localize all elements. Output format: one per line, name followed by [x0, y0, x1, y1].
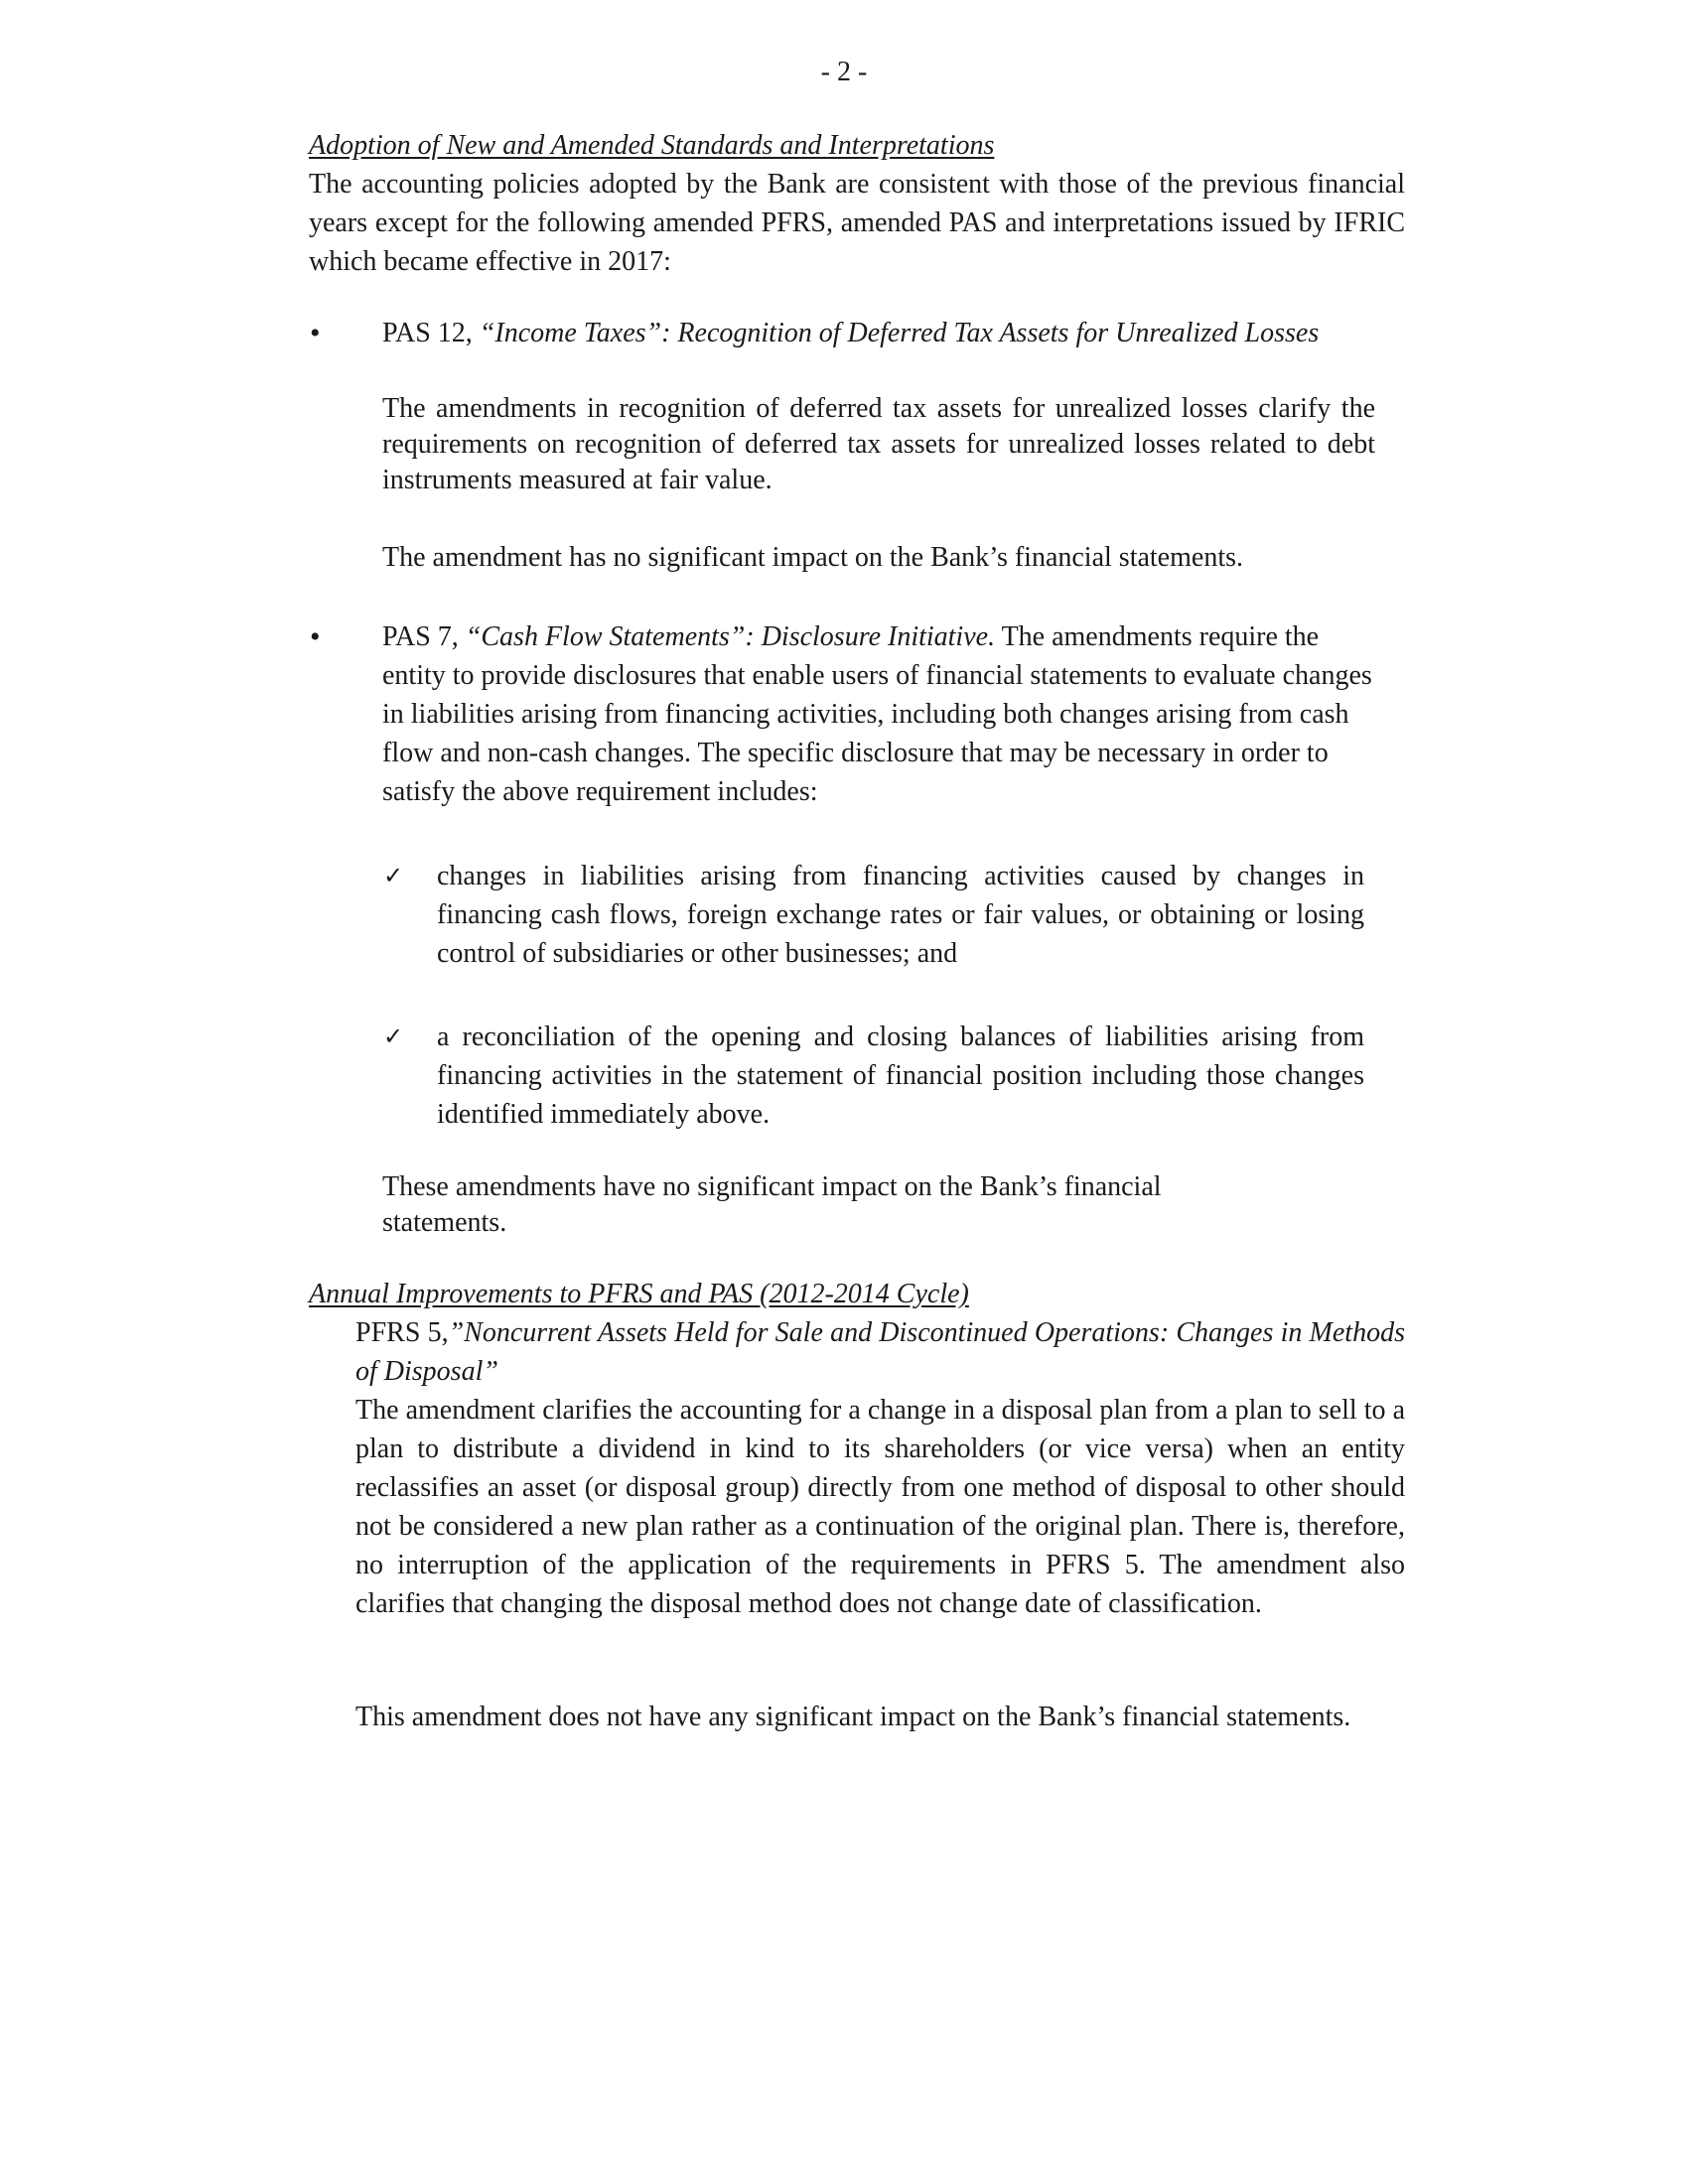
item-pas7-body: The amendments require the entity to provide disclosures that enable users of financial statements to evaluate changes in liabilities arising from financing activities, including both changes arising from cash flow and non-cash changes. The specific disclosure that may be necessary in order to satisfy the above requirement includes: [382, 621, 1372, 807]
bullet-icon: • [310, 317, 321, 349]
checkmark-icon: ✓ [383, 862, 404, 889]
item-pas12-title [382, 314, 1386, 352]
page-number: - 2 - [820, 57, 868, 87]
item-pas7-paragraph [382, 617, 1387, 811]
item-pas7-impact: These amendments have no significant impact on the Bank’s financial statements. [382, 1171, 1162, 1238]
section-heading-annual-improvements: Annual Improvements to PFRS and PAS (2012-2014 Cycle) [309, 1279, 969, 1309]
bullet-icon: • [310, 620, 321, 653]
item-pas12-impact: The amendment has no significant impact on the Bank’s financial statements. [382, 542, 1243, 573]
item-pas7-code: PAS 7, [382, 621, 466, 652]
pfrs5-title-text: ”Noncurrent Assets Held for Sale and Discontinued Operations: Changes in Methods of Disposal” [355, 1317, 1405, 1387]
item-pas7-sub1: changes in liabilities arising from financing activities caused by changes in financing cash flows, foreign exchange rates or fair values, or obtaining or losing control of subsidiaries or other businesses; and [437, 861, 1364, 969]
checkmark-icon: ✓ [383, 1023, 404, 1050]
pfrs5-impact: This amendment does not have any significant impact on the Bank’s financial statements. [355, 1702, 1351, 1732]
pfrs5-body: The amendment clarifies the accounting for a change in a disposal plan from a plan to sell to a plan to distribute a dividend in kind to its shareholders (or vice versa) when an entity reclassifies an asset (or disposal group) directly from one method of disposal to other should not be considered a new plan rather as a continuation of the original plan. There is, therefore, no interruption of the application of the requirements in PFRS 5. The amendment also clarifies that changing the disposal method does not change date of classification. [355, 1395, 1405, 1619]
item-pas12-code: PAS 12, [382, 318, 480, 348]
pfrs5-code: PFRS 5, [355, 1317, 449, 1348]
item-pas7-sub2: a reconciliation of the opening and closing balances of liabilities arising from financing activities in the statement of financial position including those changes identified immediately above. [437, 1022, 1364, 1130]
item-pas12-title-text: “Income Taxes”: Recognition of Deferred Tax Assets for Unrealized Losses [479, 318, 1320, 348]
pfrs5-title [355, 1313, 1405, 1391]
item-pas7-title: “Cash Flow Statements”: Disclosure Initiative. [465, 621, 996, 652]
section-intro-paragraph: The accounting policies adopted by the Bank are consistent with those of the previous financial years except for the following amended PFRS, amended PAS and interpretations issued by IFRIC which became effective in 2017: [309, 169, 1405, 277]
section-heading-adoption: Adoption of New and Amended Standards and Interpretations [309, 130, 995, 161]
item-pas12-body: The amendments in recognition of deferred tax assets for unrealized losses clarify the requirements on recognition of deferred tax assets for unrealized losses related to debt instruments measured at fair value. [382, 393, 1375, 495]
